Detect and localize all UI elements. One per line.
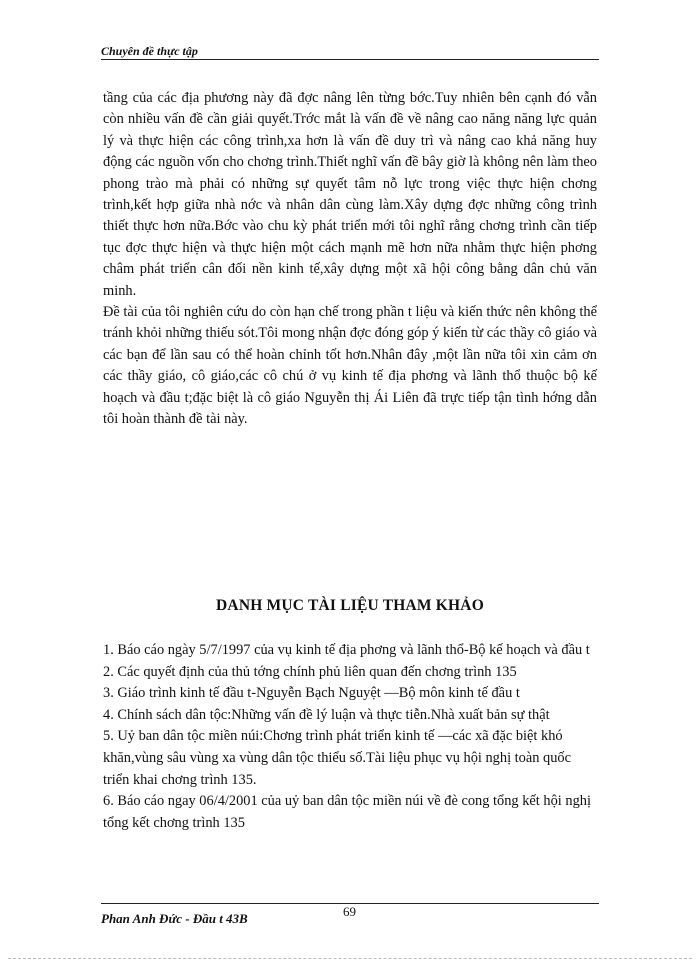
reference-item: 4. Chính sách dân tộc:Những vấn đề lý luận và thực tiễn.Nhà xuất bản sự thật [103, 706, 550, 723]
reference-item: 2. Các quyết định của thủ tớng chính phủ liên quan đến chơng trình 135 [103, 663, 517, 680]
reference-item: 5. Uỷ ban dân tộc miền núi:Chơng trình phát triển kinh tế —các xã đặc biệt khó khăn,vùng sâu vùng xa vùng dân tộc thiểu số.Tài liệu phục vụ hội nghị toàn quốc triển khai chơng trình 135. [103, 728, 572, 788]
references-list [103, 640, 597, 834]
body-text [103, 88, 597, 431]
paragraph: Đề tài của tôi nghiên cứu do còn hạn chế trong phần t liệu và kiến thức nên không thể tránh khỏi những thiếu sót.Tôi mong nhận đợc đóng góp ý kiến từ các thầy cô giáo và các bạn để lần sau có thể hoàn chỉnh tốt hơn.Nhân đây ,một lần nữa tôi xin cảm ơn các thầy giáo, cô giáo,các cô chú ở vụ kinh tế địa phơng và lãnh thổ thuộc bộ kế hoạch và đầu t;đặc biệt là cô giáo Nguyễn thị Ái Liên đã trực tiếp tận tình hớng dẫn tôi hoàn thành đề tài này. [103, 304, 598, 428]
page-footer [101, 904, 599, 926]
running-header: Chuyên đề thực tập [101, 44, 198, 58]
page-number: 69 [343, 904, 356, 919]
header-rule [101, 59, 599, 60]
footer-author: Phan Anh Đức - Đầu t 43B [101, 911, 248, 926]
reference-item: 3. Giáo trình kinh tế đầu t-Nguyễn Bạch Nguyệt —Bộ môn kinh tế đầu t [103, 685, 520, 702]
references-title: DANH MỤC TÀI LIỆU THAM KHẢO [216, 597, 484, 614]
reference-item: 1. Báo cáo ngày 5/7/1997 của vụ kinh tế địa phơng và lãnh thổ-Bộ kế hoạch và đầu t [103, 642, 590, 658]
page-break-line [8, 958, 692, 959]
paragraph: tầng của các địa phương này đã đợc nâng lên từng bớc.Tuy nhiên bên cạnh đó vẫn còn nhiều vấn đề cần giải quyết.Trớc mắt là vấn đề về nâng cao năng năng lực quản lý và thực hiện các công trình,xa hơn là vấn đề duy trì và nâng cao khả năng huy động các nguồn vốn cho chơng trình.Thiết nghĩ vấn đề bây giờ là không nên làm theo phong trào mà phải có những sự quyết tâm nỗ lực trong việc thực hiện chơng trình,kết hợp giữa nhà nớc và nhân dân cùng làm.Xây dựng đợc những công trình thiết thực hơn nữa.Bớc vào chu kỳ phát triển mới tôi nghĩ rằng chơng trình cần tiếp tục đợc thực hiện và thực hiện một cách mạnh mẽ hơn nữa nhằm thực hiện phơng châm phát triển cân đối nền kinh tế,xây dựng một xã hội công bằng dân chủ văn minh. [103, 90, 597, 299]
reference-item: 6. Báo cáo ngay 06/4/2001 của uỷ ban dân tộc miền núi về đè cong tổng kết hội nghị tổng kết chơng trình 135 [103, 793, 591, 831]
